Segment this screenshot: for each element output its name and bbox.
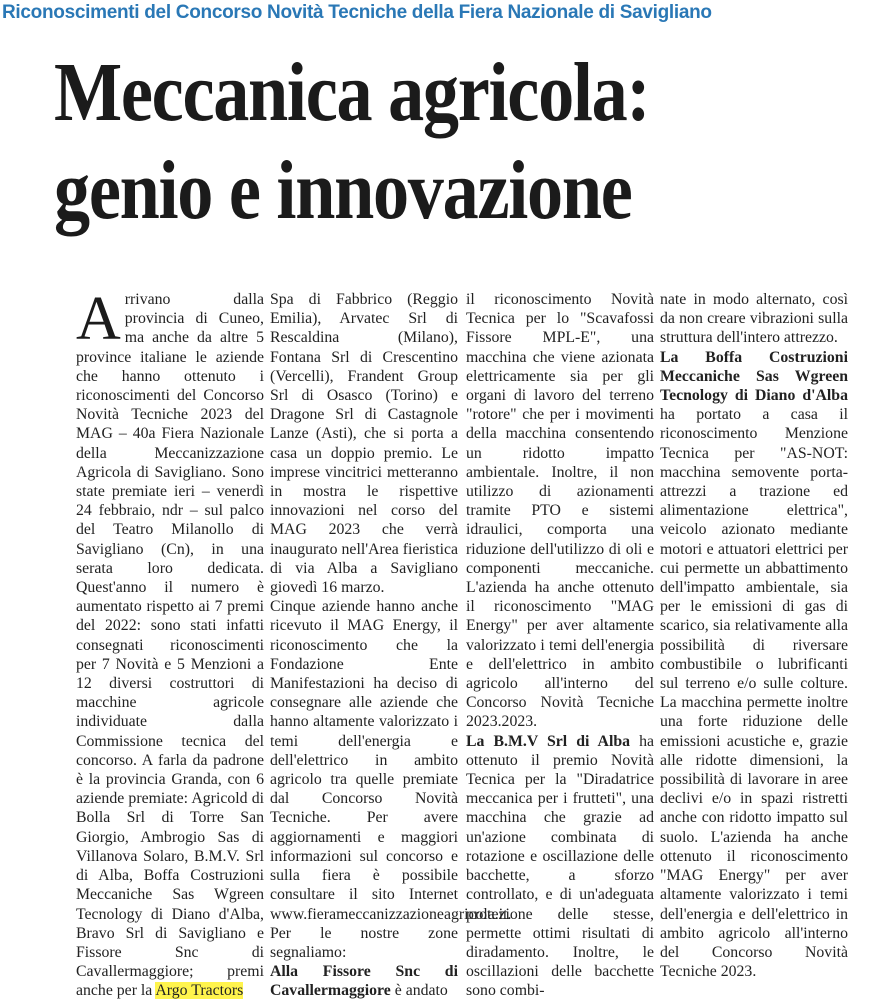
bold-lead: La Boffa Costruzioni Meccaniche Sas Wgreen Tecnology di Diano d'Alba [660, 348, 848, 405]
column-2-tail: è andato [394, 982, 448, 1000]
headline-line-2: genio e innovazione [54, 144, 632, 237]
kicker: Riconoscimenti del Concorso Novità Tecniche della Fiera Nazionale di Savigliano [2, 2, 712, 23]
article-column-3 [466, 290, 654, 1001]
headline-line-1: Meccanica agricola: [54, 46, 650, 139]
article-paragraph: Spa di Fabbrico (Reggio Emilia), Arvatec Srl di Rescaldina (Milano), Fontana Srl di Crescentino (Vercelli), Frandent Group Srl di Osasco (Torino) e Dragone Srl di Castagnole Lanze (Asti), che si porta a casa un doppio premio. Le imprese vincitrici metteranno in mostra le rispettive innovazioni nel corso del MAG 2023 che verrà inaugurato nell'Area fieristica di via Alba a Savigliano giovedì 16 marzo. [270, 291, 458, 597]
article-paragraph: il riconoscimento Novità Tecnica per lo "Scavafossi Fissore MPL-E", una macchina che viene azionata elettricamente sia per gli organi di lavoro del terreno "rotore" che per i movimenti della macchina consentendo un ridotto impatto ambientale. Inoltre, il non utilizzo di azionamenti tramite PTO e sistemi idraulici, comporta una riduzione dell'utilizzo di oli e componenti meccaniche. L'azienda ha anche ottenuto il riconoscimento "MAG Energy" per aver altamente valorizzato i temi dell'energia e dell'elettrico in ambito agricolo all'interno del Concorso Novità Tecniche 2023.2023. [466, 291, 654, 731]
article-column-2 [270, 290, 512, 1001]
headline [54, 44, 768, 240]
drop-cap: A [76, 285, 121, 353]
article-column-1 [76, 285, 264, 1001]
article-paragraph: Per le nostre zone segnaliamo: [270, 924, 458, 961]
article-paragraph [76, 285, 264, 1001]
article-paragraph [466, 732, 654, 1001]
article-paragraph: nate in modo alternato, così da non creare vibrazioni sulla struttura dell'intero attrezzo. [660, 291, 848, 347]
article-paragraph: Cinque aziende hanno anche ricevuto il MAG Energy, il riconoscimento che la Fondazione Ente Manifestazioni ha deciso di consegnare alle aziende che hanno altamente valorizzato i temi dell'energia e dell'elettrico in ambito agricolo tra quelle premiate dal Concorso Novità Tecniche. Per avere aggiornamenti e maggiori informazioni sul concorso e sulla fiera è possibile consultare il sito Internet www.fierameccanizzazioneagricola.it. [270, 598, 512, 923]
article-paragraph [660, 348, 848, 982]
article-column-4 [660, 290, 848, 981]
article-paragraph [270, 962, 458, 1000]
bold-lead: Alla Fissore Snc di Cavallermaggiore [270, 963, 458, 1000]
column-1-text: rrivano dalla provincia di Cuneo, ma anche da altre 5 province italiane le aziende che hanno ottenuto i riconoscimenti del Concorso Novità Tecniche 2023 del MAG – 40a Fiera Nazionale della Meccanizzazione Agricola di Savigliano. Sono state premiate ieri – venerdì 24 febbraio, ndr – sul palco del Teatro Milanollo di Savigliano (Cn), in una serata loro dedicata. Quest'anno il numero è aumentato rispetto ai 7 premi del 2022: sono stati infatti consegnati riconoscimenti per 7 Novità e 5 Menzioni a 12 diversi costruttori di macchine agricole individuate dalla Commissione tecnica del concorso. A farla da padrone è la provincia Granda, con 6 aziende premiate: Agricold di Bolla Srl di Torre San Giorgio, Ambrogio Sas di Villanova Solaro, B.M.V. Srl di Alba, Boffa Costruzioni Meccaniche Sas Wgreen Tecnology di Diano d'Alba, Bravo Srl di Savigliano e Fissore Snc di Cavallermaggiore; premi anche per la [76, 291, 264, 1000]
column-3-text: ha ottenuto il premio Novità Tecnica per la "Diradatrice meccanica per i frutteti", una macchina che grazie ad un'azione combinata di rotazione e oscillazione delle bacchette, a sforzo controllato, e di un'adeguata protezione delle stesse, permette ottimi risultati di diradamento. Inoltre, le oscillazioni delle bacchette sono combi- [466, 732, 654, 1000]
highlighted-text: Argo Tractors [155, 982, 244, 1000]
bold-lead: La B.M.V Srl di Alba [466, 732, 631, 750]
column-4-text: ha portato a casa il riconoscimento Menzione Tecnica per "AS-NOT: macchina semovente porta-attrezzi a trazione ed alimentazione elettrica", veicolo azionato mediante motori e attuatori elettrici per cui permette un abbattimento dell'impatto ambientale, sia per le emissioni di gas di scarico, sia relativamente alla possibilità di riversare combustibile o lubrificanti sul terreno e/o sulle colture. La macchina permette inoltre una forte riduzione delle emissioni acustiche e, grazie alle ridotte dimensioni, la possibilità di lavorare in aree declivi e/o in spazi ristretti anche con ridotto impatto sul suolo. L'azienda ha anche ottenuto il riconoscimento "MAG Energy" per aver altamente valorizzato i temi dell'energia e dell'elettrico in ambito agricolo all'interno del Concorso Novità Tecniche 2023. [660, 406, 848, 981]
